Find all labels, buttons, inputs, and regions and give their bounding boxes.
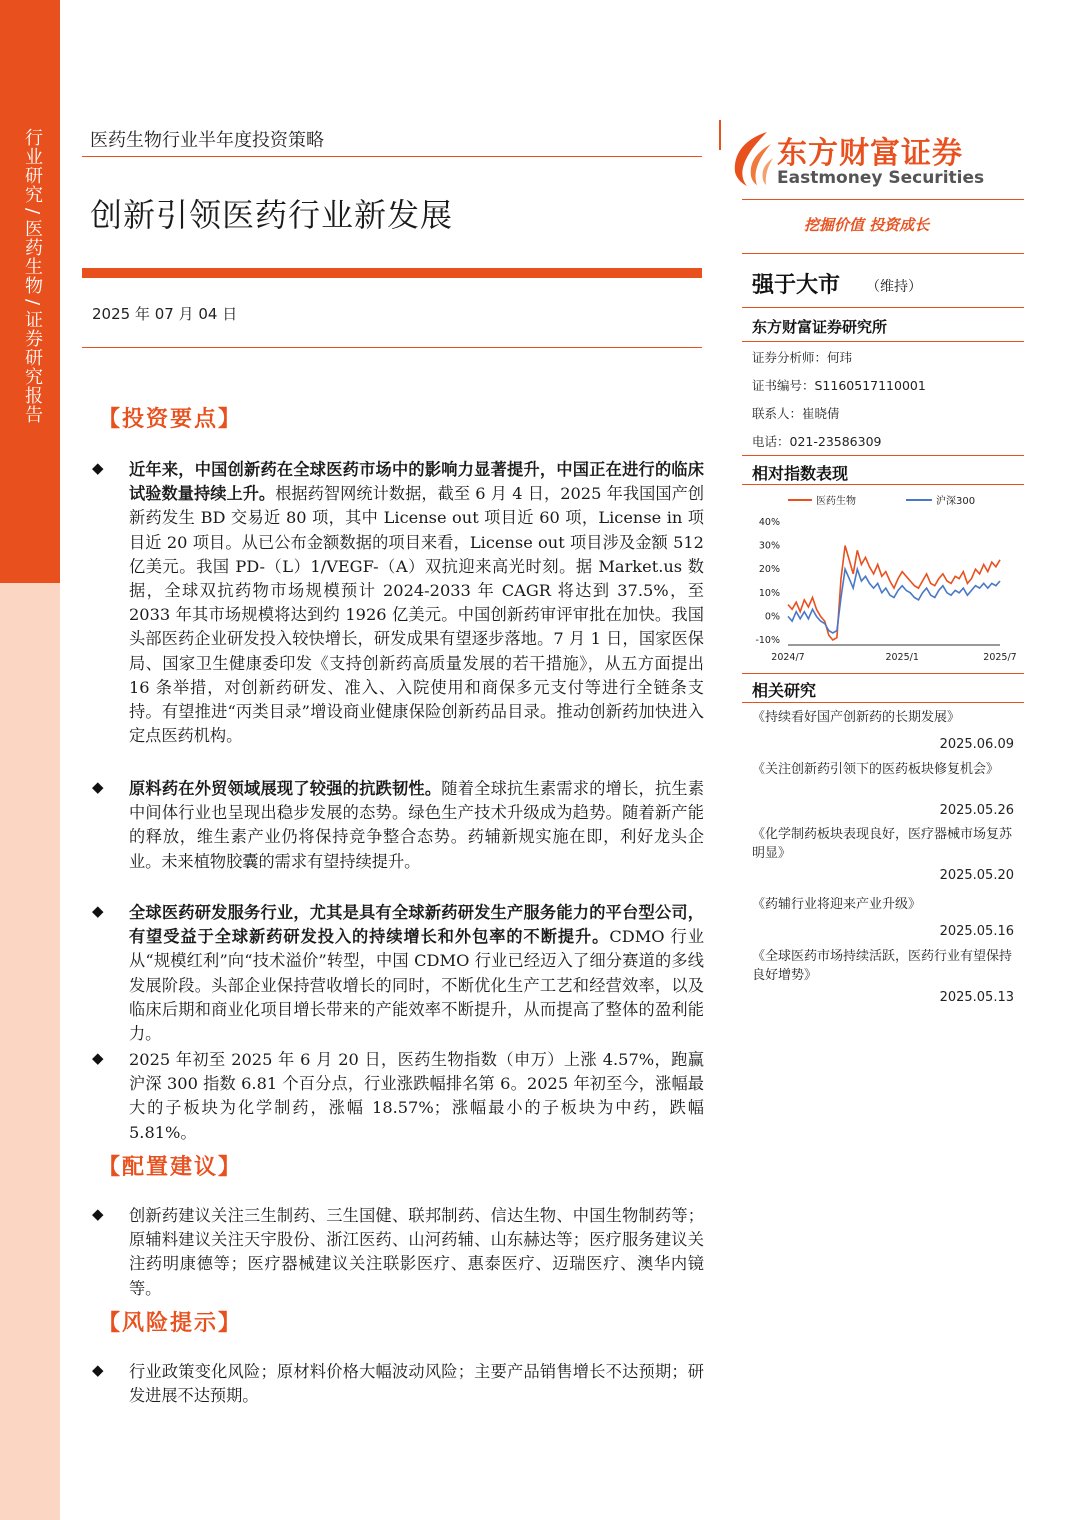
- bullet-diamond-icon: ◆: [92, 778, 104, 796]
- series-line-1: [788, 546, 1000, 640]
- y-tick-label: 40%: [758, 517, 780, 528]
- bullet-diamond-icon: ◆: [92, 459, 104, 477]
- section-risk: 【风险提示】: [98, 1310, 243, 1336]
- x-tick-label: 2025/7: [983, 652, 1017, 663]
- related-research-title: 相关研究: [752, 681, 817, 700]
- page-title: 创新引领医药行业新发展: [90, 196, 454, 234]
- section-invest-points: 【投资要点】: [98, 406, 243, 432]
- bullet-body: 根据药智网统计数据，截至 6 月 4 日，2025 年我国国产创新药发生 BD 交易近 80 项，其中 License out 项目近 60 项，License in 项目近 20 项目。从已公布金额数据的项目来看，License out 项目涉及金额 512 亿美元。我国 PD-（L）1/VEGF-（A）双抗迎来高光时刻。据 Market.us 数据，全球双抗药物市场规模预计 2024-2033 年 CAGR 将达到 37.5%，至 2033 年其市场规模将达到约 1926 亿美元。中国创新药审评审批在加快。我国头部医药企业研发投入较快增长，研发成果有望逐步落地。7 月 1 日，国家医保局、国家卫生健康委印发《支持创新药高质量发展的若干措施》，从五方面提出 16 条举措，对创新药研发、准入、入院使用和商保多元支付等进行全链条支持。有望推进“丙类目录”增设商业健康保险创新药品目录。推动创新药加快进入定点医药机构。: [129, 484, 705, 746]
- rating-note: （维持）: [866, 279, 922, 295]
- bullet-lead: 近年来，中国创新药在全球医药市场中的影响力显著提升，中国正在进行的临床试验数量持续上升。: [129, 460, 704, 504]
- research-item-date: 2025.05.16: [939, 924, 1014, 939]
- y-tick-label: 20%: [758, 564, 780, 576]
- institute-divider: [742, 341, 1024, 342]
- bullet-api: [92, 777, 704, 874]
- header-divider: [82, 156, 702, 157]
- bullet-body: 2025 年初至 2025 年 6 月 20 日，医药生物指数（申万）上涨 4.57%，跑赢沪深 300 指数 6.81 个百分点，行业涨跌幅排名第 6。2025 年初至今，涨幅最大的子板块为化学制药，涨幅 18.57%；涨幅最小的子板块为中药，跌幅 5.81%。: [129, 1050, 704, 1142]
- report-type: 医药生物行业半年度投资策略: [90, 130, 324, 151]
- research-item-title[interactable]: 《全球医药市场持续活跃，医药行业有望保持良好增势》: [752, 949, 1013, 983]
- bullet-config: [92, 1204, 704, 1301]
- contact-name: 联系人：崔晓倩: [752, 406, 840, 421]
- chart-section-title: 相对指数表现: [752, 464, 849, 483]
- bullet-body: 行业政策变化风险；原材料价格大幅波动风险；主要产品销售增长不达预期；研发进展不达预期。: [129, 1362, 704, 1406]
- y-tick-label: 30%: [758, 540, 780, 552]
- section-config: 【配置建议】: [98, 1154, 243, 1180]
- bullet-diamond-icon: ◆: [92, 1361, 104, 1379]
- bullet-risk: [92, 1360, 704, 1408]
- research-item-title[interactable]: 《持续看好国产创新药的长期发展》: [752, 710, 961, 725]
- related-title-divider: [742, 702, 1024, 703]
- chart-bottom-divider: [742, 673, 1024, 674]
- logo-divider: [742, 199, 1024, 200]
- research-item-date: 2025.06.09: [939, 737, 1014, 752]
- bullet-index-performance: [92, 1048, 704, 1145]
- y-tick-label: 0%: [764, 611, 780, 623]
- report-date: 2025 年 07 月 04 日: [92, 305, 238, 323]
- y-tick-label: -10%: [755, 635, 780, 646]
- research-item-date: 2025.05.20: [939, 868, 1014, 883]
- brand-logo: [727, 128, 987, 192]
- analyst-name: 证券分析师：何玮: [752, 350, 853, 365]
- slogan-divider: [742, 253, 1024, 254]
- logo-text-cn: 东方财富证券: [777, 136, 963, 171]
- sidebar-separator: /: [22, 208, 43, 216]
- bullet-body: CDMO 行业从“规模红利”向“技术溢价”转型，中国 CDMO 行业已经迈入了细分赛道的多线发展阶段。头部企业保持营收增长的同时，不断优化生产工艺和经营效率，以及临床后期和商业化项目增长带来的产能效率不断提升，从而提高了整体的盈利能力。: [129, 927, 705, 1044]
- series-line-2: [788, 569, 1000, 633]
- research-item-date: 2025.05.13: [939, 990, 1014, 1005]
- bullet-diamond-icon: ◆: [92, 1049, 104, 1067]
- research-item-date: 2025.05.26: [939, 803, 1014, 818]
- sidebar-segment-sector: 医药生物: [22, 219, 43, 296]
- bullet-diamond-icon: ◆: [92, 902, 104, 920]
- brand-slogan: 挖掘价值 投资成长: [804, 216, 930, 234]
- sidebar-separator: /: [22, 299, 43, 307]
- sidebar-light: [0, 583, 60, 1520]
- sidebar-segment-industry: 行业研究: [22, 128, 43, 204]
- rating-label: 强于大市: [752, 273, 841, 298]
- column-divider: [719, 120, 721, 150]
- flame-logo-icon: [727, 128, 773, 188]
- chart-title-divider: [742, 484, 1024, 485]
- legend-label-series-2: 沪深300: [936, 496, 976, 507]
- x-tick-label: 2024/7: [771, 652, 805, 663]
- date-divider: [82, 347, 702, 348]
- rating-divider: [742, 307, 1024, 308]
- bullet-innovative-drugs: [92, 458, 704, 748]
- title-bar: [82, 268, 702, 278]
- bullet-lead: 全球医药研发服务行业，尤其是具有全球新药研发生产服务能力的平台型公司，有望受益于全球新药研发投入的持续增长和外包率的不断提升。: [129, 903, 704, 947]
- contact-phone: 电话：021-23586309: [752, 434, 882, 449]
- research-item-title[interactable]: 《药辅行业将迎来产业升级》: [752, 897, 922, 912]
- info-divider: [742, 455, 1024, 456]
- sidebar-category: [17, 128, 47, 424]
- sidebar-segment-report: 证券研究报告: [22, 310, 43, 425]
- bullet-body: 随着全球抗生素需求的增长，抗生素中间体行业也呈现出稳步发展的态势。绿色生产技术升级成为趋势。随着新产能的释放，维生素产业仍将保持竞争整合态势。药辅新规实施在即，利好龙头企业。未来植物胶囊的需求有望持续提升。: [129, 779, 705, 871]
- bullet-diamond-icon: ◆: [92, 1205, 104, 1223]
- legend-label-series-1: 医药生物: [816, 496, 856, 507]
- analyst-cert: 证书编号：S1160517110001: [752, 378, 926, 393]
- bullet-lead: 原料药在外贸领域展现了较强的抗跌韧性。: [129, 779, 442, 798]
- research-item-title[interactable]: 《关注创新药引领下的医药板块修复机会》: [752, 762, 1000, 777]
- bullet-body: 创新药建议关注三生制药、三生国健、联邦制药、信达生物、中国生物制药等；原辅料建议关注天宇股份、浙江医药、山河药辅、山东赫达等；医疗服务建议关注药明康德等；医疗器械建议关注联影医疗、惠泰医疗、迈瑞医疗、澳华内镜等。: [129, 1206, 704, 1298]
- x-tick-label: 2025/1: [885, 652, 919, 663]
- research-item-title[interactable]: 《化学制药板块表现良好，医疗器械市场复苏明显》: [752, 827, 1013, 861]
- y-tick-label: 10%: [758, 587, 780, 599]
- relative-index-chart: [742, 488, 1024, 668]
- logo-text-en: Eastmoney Securities: [777, 168, 985, 188]
- bullet-cro: [92, 901, 704, 1046]
- institute-name: 东方财富证券研究所: [752, 318, 888, 336]
